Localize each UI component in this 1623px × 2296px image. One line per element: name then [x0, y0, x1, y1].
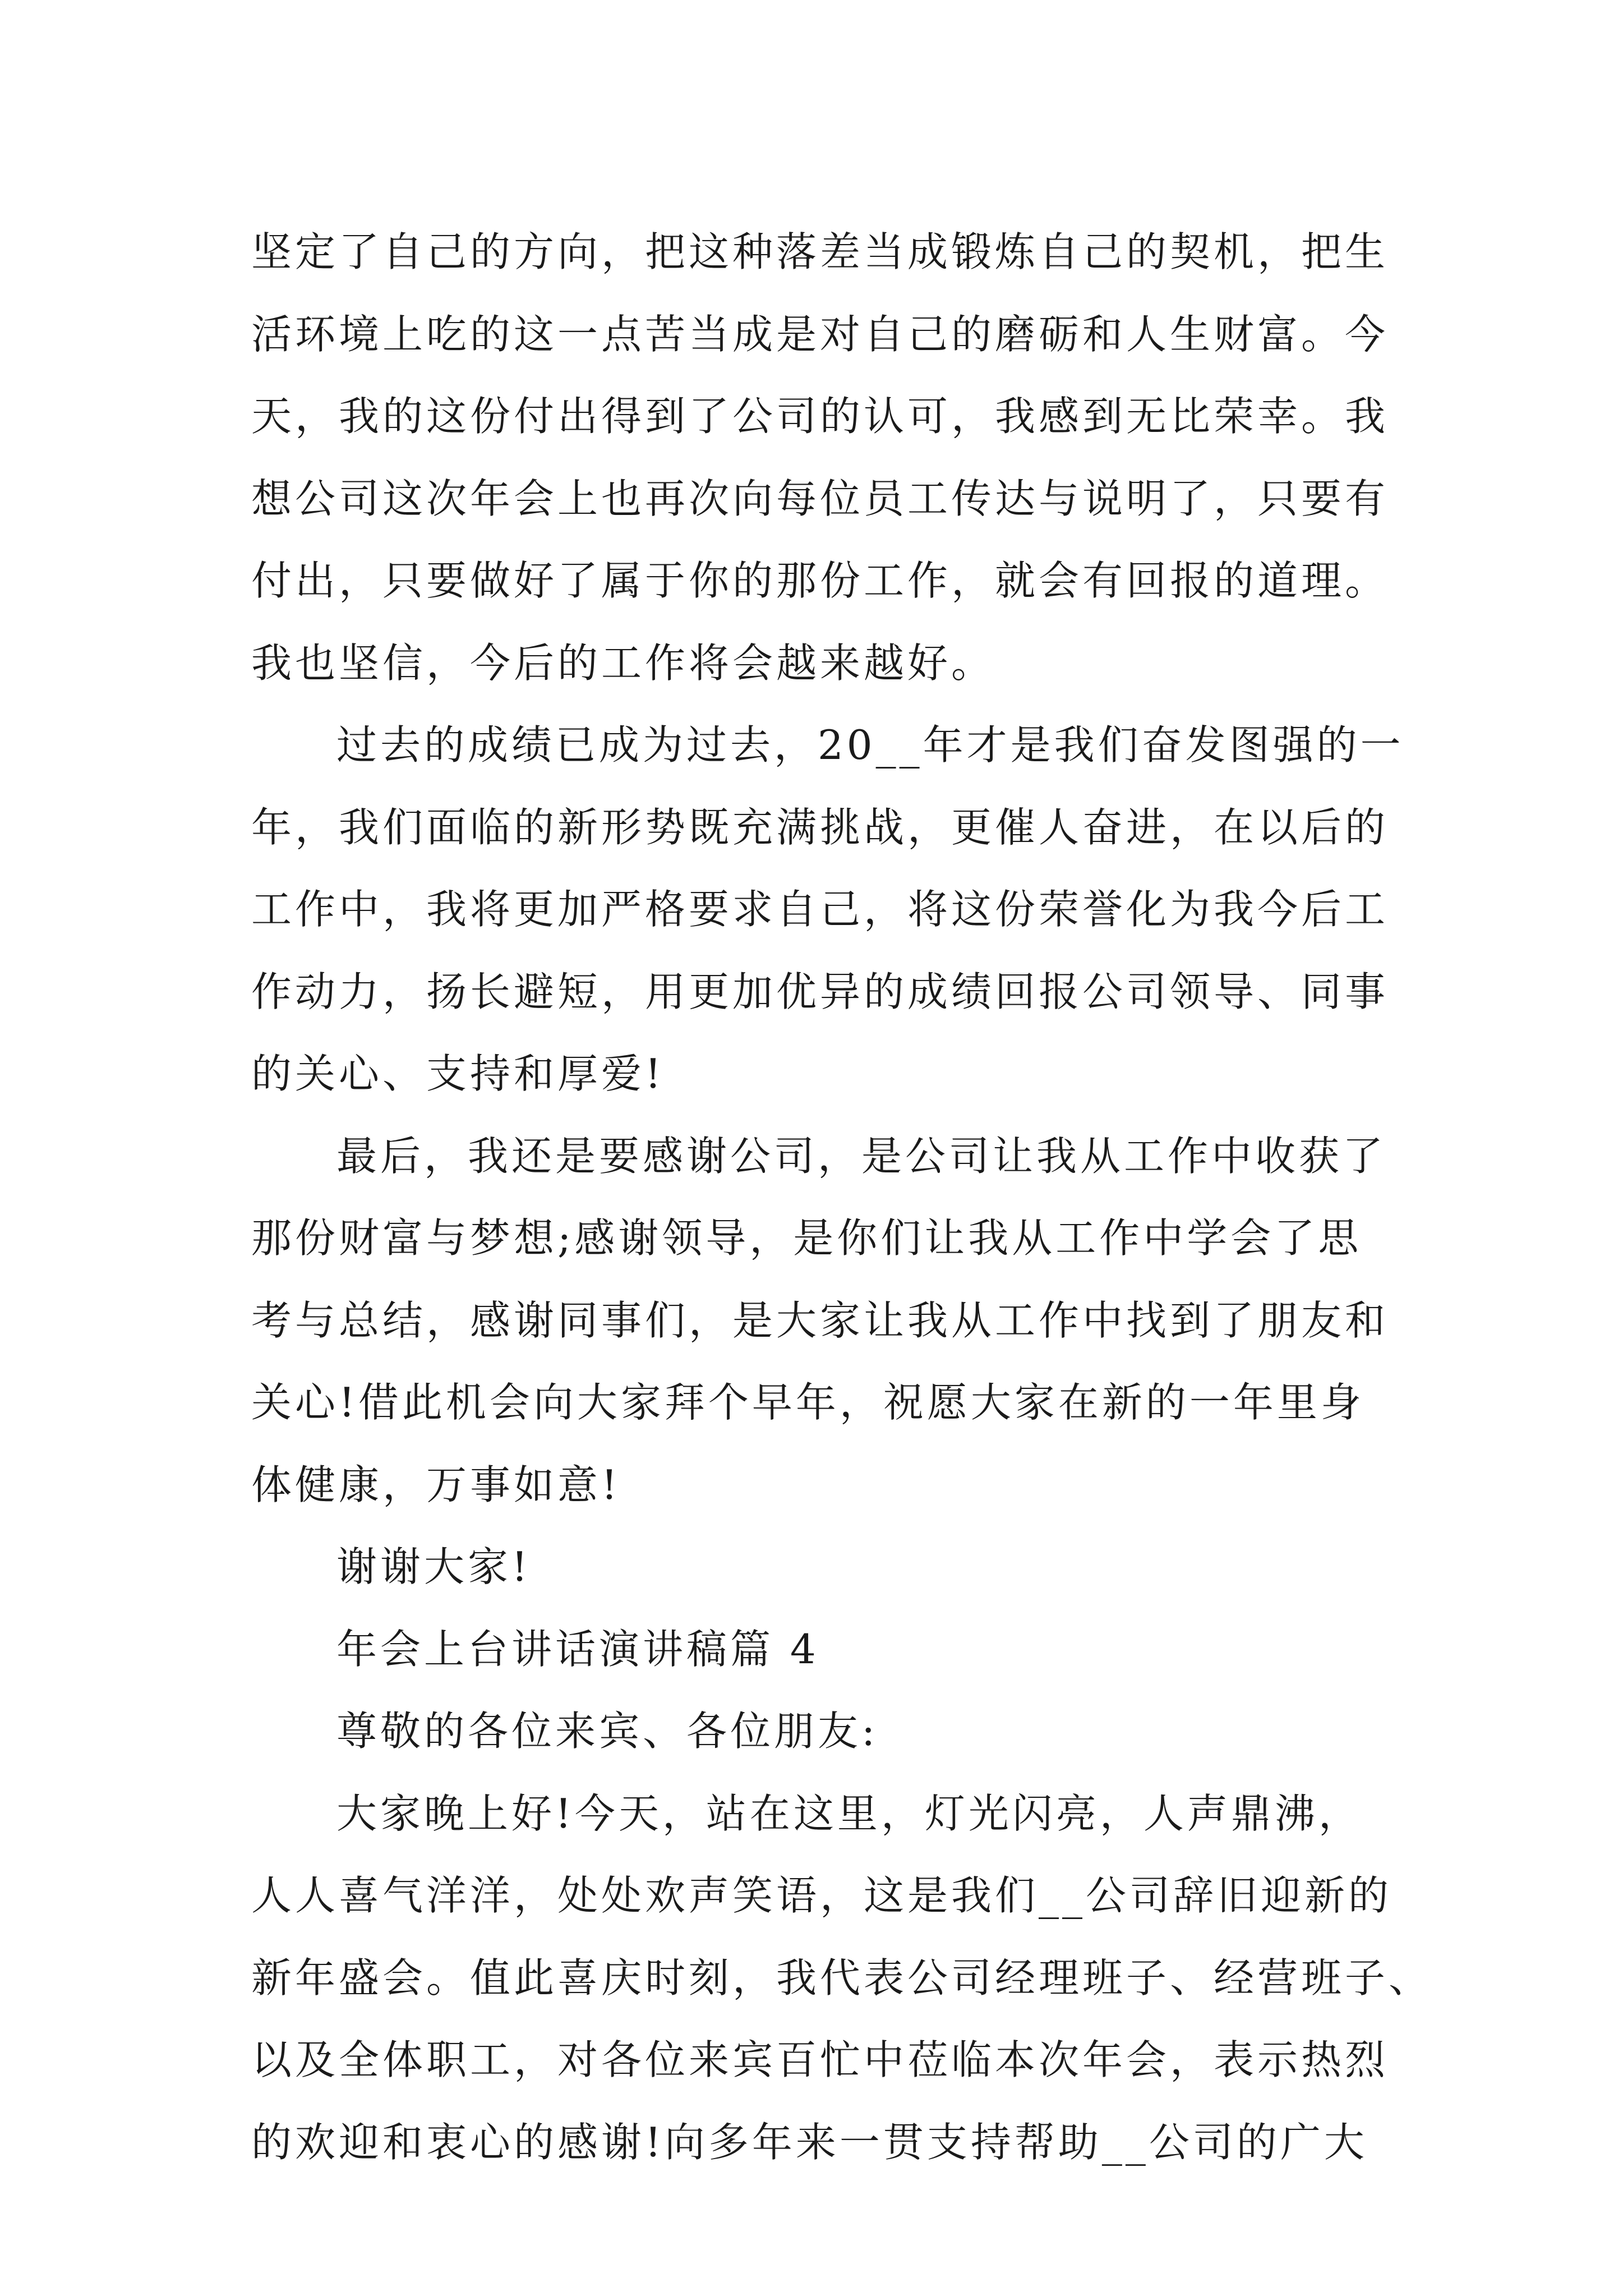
section-heading: 年会上台讲话演讲稿篇 4 [336, 1625, 819, 1673]
salutation-line: 尊敬的各位来宾、各位朋友: [336, 1708, 879, 1755]
text-line: 那份财富与梦想;感谢领导，是你们让我从工作中学会了思 [251, 1214, 1362, 1262]
text-line: 想公司这次年会上也再次向每位员工传达与说明了，只要有 [251, 475, 1389, 522]
text-line: 工作中，我将更加严格要求自己，将这份荣誉化为我今后工 [251, 886, 1389, 933]
paragraph-start-line: 谢谢大家! [336, 1543, 531, 1590]
paragraph-start-line: 大家晚上好!今天，站在这里，灯光闪亮，人声鼎沸， [336, 1789, 1362, 1837]
paragraph-start-line: 过去的成绩已成为过去，20__年才是我们奋发图强的一 [336, 721, 1404, 769]
text-line: 关心!借此机会向大家拜个早年，祝愿大家在新的一年里身 [251, 1379, 1364, 1426]
text-line: 活环境上吃的这一点苦当成是对自己的磨砺和人生财富。今 [251, 310, 1389, 358]
text-line: 体健康，万事如意! [251, 1461, 621, 1508]
text-line: 人人喜气洋洋，处处欢声笑语，这是我们__公司辞旧迎新的 [251, 1872, 1393, 1919]
text-line: 坚定了自己的方向，把这种落差当成锻炼自己的契机，把生 [251, 228, 1389, 275]
text-line: 的关心、支持和厚爱! [251, 1050, 665, 1097]
paragraph-start-line: 最后，我还是要感谢公司，是公司让我从工作中收获了 [336, 1132, 1387, 1180]
document-body [251, 211, 1433, 2183]
text-line: 考与总结，感谢同事们，是大家让我从工作中找到了朋友和 [251, 1296, 1389, 1344]
text-line: 以及全体职工，对各位来宾百忙中莅临本次年会，表示热烈 [251, 2036, 1389, 2083]
text-line: 天，我的这份付出得到了公司的认可，我感到无比荣幸。我 [251, 393, 1389, 440]
text-line: 的欢迎和衷心的感谢!向多年来一贯支持帮助__公司的广大 [251, 2118, 1368, 2166]
text-line: 我也坚信，今后的工作将会越来越好。 [251, 639, 995, 687]
text-line: 作动力，扬长避短，用更加优异的成绩回报公司领导、同事 [251, 968, 1389, 1015]
text-line: 付出，只要做好了属于你的那份工作，就会有回报的道理。 [251, 557, 1389, 604]
text-line: 年，我们面临的新形势既充满挑战，更催人奋进，在以后的 [251, 803, 1389, 851]
text-line: 新年盛会。值此喜庆时刻，我代表公司经理班子、经营班子、 [251, 1954, 1433, 2001]
